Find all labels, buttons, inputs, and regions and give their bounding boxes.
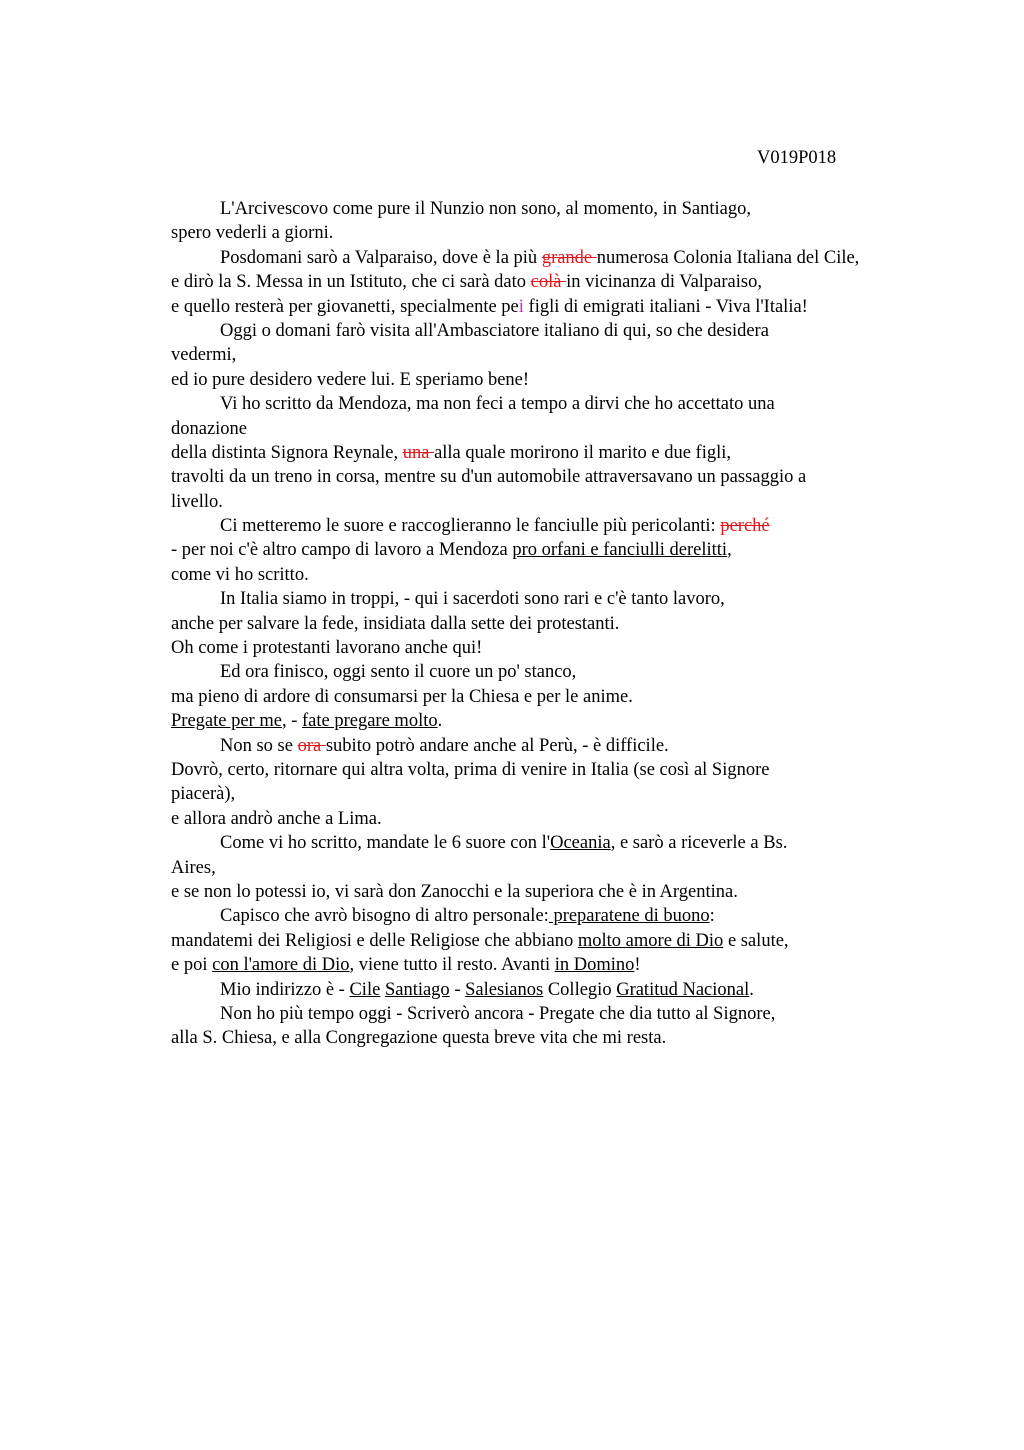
text-line	[171, 612, 971, 636]
text-run: , viene tutto il resto. Avanti	[349, 955, 555, 976]
text-run: mandatemi dei Religiosi e delle Religiose che abbiano	[171, 930, 578, 951]
text-line	[171, 953, 971, 977]
text-line	[171, 856, 971, 880]
text-run: , e sarò a riceverle a Bs.	[610, 833, 788, 854]
text-line	[171, 392, 971, 416]
text-line	[171, 660, 971, 684]
text-line	[171, 782, 971, 806]
text-run: Collegio	[543, 979, 617, 1000]
text-line	[171, 563, 971, 587]
deleted-text: perché	[720, 516, 770, 537]
text-run: ed io pure desidero vedere lui. E speriamo bene!	[171, 369, 530, 390]
text-line	[171, 904, 971, 928]
text-run: livello.	[171, 491, 223, 512]
text-run: Come vi ho scritto, mandate le 6 suore con l'	[220, 833, 551, 854]
text-line	[171, 880, 971, 904]
underlined-text: Oceania	[550, 833, 611, 854]
text-run: alla quale morirono il marito e due figli,	[434, 442, 732, 463]
text-line	[171, 514, 971, 538]
text-line	[171, 465, 971, 489]
text-run: e salute,	[723, 930, 789, 951]
underlined-text: con l'amore di Dio	[212, 955, 350, 976]
text-run: figli di emigrati italiani - Viva l'Italia!	[523, 296, 808, 317]
text-run: e poi	[171, 955, 213, 976]
text-line	[171, 929, 971, 953]
text-run: Oh come i protestanti lavorano anche qui!	[171, 638, 483, 659]
underlined-text: pro orfani e fanciulli derelitti	[512, 540, 728, 561]
text-run: L'Arcivescovo come pure il Nunzio non sono, al momento, in Santiago,	[220, 199, 751, 219]
text-run: - per noi c'è altro campo di lavoro a Mendoza	[171, 540, 513, 561]
text-run: alla S. Chiesa, e alla Congregazione questa breve vita che mi resta.	[171, 1028, 667, 1049]
text-line	[171, 368, 971, 392]
deleted-text: grande	[541, 247, 597, 268]
text-run: come vi ho scritto.	[171, 564, 309, 585]
text-line	[171, 417, 971, 441]
text-line	[171, 246, 971, 270]
text-line	[171, 343, 971, 367]
text-line	[171, 807, 971, 831]
text-run: ,	[727, 540, 732, 561]
underlined-text: Pregate per me	[171, 711, 282, 732]
text-line	[171, 295, 971, 319]
text-line	[171, 978, 971, 1002]
text-line	[171, 221, 971, 245]
text-run: , -	[281, 711, 302, 732]
text-line	[171, 1002, 971, 1026]
text-run: Dovrò, certo, ritornare qui altra volta, prima di venire in Italia (se così al Signore	[171, 759, 770, 780]
text-line	[171, 831, 971, 855]
text-run: :	[709, 906, 715, 927]
text-run: anche per salvare la fede, insidiata dalla sette dei protestanti.	[171, 613, 620, 634]
text-run: Oggi o domani farò visita all'Ambasciatore italiano di qui, so che desidera	[220, 320, 769, 341]
text-run: subito potrò andare anche al Perù, - è difficile.	[325, 735, 669, 756]
text-run: ma pieno di ardore di consumarsi per la Chiesa e per le anime.	[171, 686, 633, 707]
underlined-text: Salesianos	[465, 979, 544, 1000]
text-run: travolti da un treno in corsa, mentre su d'un automobile attraversavano un passaggio a	[171, 467, 807, 488]
page-id: V019P018	[757, 148, 837, 168]
text-run: e quello resterà per giovanetti, specialmente pe	[171, 296, 519, 317]
text-run: piacerà),	[171, 784, 236, 805]
text-line	[171, 709, 971, 733]
text-run: in vicinanza di Valparaiso,	[566, 272, 762, 293]
text-run: numerosa Colonia Italiana del Cile,	[596, 247, 860, 268]
text-run: Non ho più tempo oggi - Scriverò ancora - Pregate che dia tutto al Signore,	[220, 1003, 776, 1024]
underlined-text: molto amore di Dio	[577, 930, 724, 951]
underlined-text: Gratitud Nacional	[616, 979, 750, 1000]
text-run: Mio indirizzo è -	[220, 979, 350, 1000]
text-run: Capisco che avrò bisogno di altro personale:	[220, 906, 549, 927]
underlined-text: Cile	[349, 979, 381, 1000]
inserted-text: i	[518, 296, 524, 317]
text-run: spero vederli a giorni.	[171, 223, 334, 244]
text-run: In Italia siamo in troppi, - qui i sacerdoti sono rari e c'è tanto lavoro,	[220, 589, 725, 610]
text-line	[171, 538, 971, 562]
deleted-text: una	[402, 442, 435, 463]
deleted-text: colà	[530, 272, 567, 293]
text-run: .	[749, 979, 754, 1000]
text-line	[171, 734, 971, 758]
underlined-text: in Domino	[554, 955, 635, 976]
text-line	[171, 758, 971, 782]
text-run: e se non lo potessi io, vi sarà don Zanocchi e la superiora che è in Argentina.	[171, 881, 738, 902]
text-run: donazione	[171, 418, 248, 439]
underlined-text: preparatene di buono	[548, 906, 710, 927]
deleted-text: ora	[297, 735, 326, 756]
text-run: !	[634, 955, 641, 976]
text-run: Vi ho scritto da Mendoza, ma non feci a tempo a dirvi che ho accettato una	[220, 394, 775, 415]
text-line	[171, 1026, 971, 1050]
text-line	[171, 587, 971, 611]
text-run: -	[449, 979, 466, 1000]
letter-body	[171, 197, 971, 1051]
underlined-text: fate pregare molto	[302, 711, 438, 732]
text-run: vedermi,	[171, 345, 237, 366]
text-run: della distinta Signora Reynale,	[171, 442, 403, 463]
text-run: Ed ora finisco, oggi sento il cuore un po' stanco,	[220, 662, 577, 683]
text-line	[171, 270, 971, 294]
underlined-text: Santiago	[384, 979, 450, 1000]
text-line	[171, 197, 971, 221]
text-run: e dirò la S. Messa in un Istituto, che ci sarà dato	[171, 272, 531, 293]
text-line	[171, 685, 971, 709]
text-run: Aires,	[171, 857, 216, 878]
text-line	[171, 319, 971, 343]
text-run: Posdomani sarò a Valparaiso, dove è la più	[220, 247, 542, 268]
text-line	[171, 636, 971, 660]
text-run: .	[437, 711, 443, 732]
text-run: Ci metteremo le suore e raccoglieranno le fanciulle più pericolanti:	[220, 516, 721, 537]
text-line	[171, 490, 971, 514]
text-line	[171, 441, 971, 465]
text-run: e allora andrò anche a Lima.	[171, 808, 382, 829]
text-run: Non so se	[220, 735, 298, 756]
